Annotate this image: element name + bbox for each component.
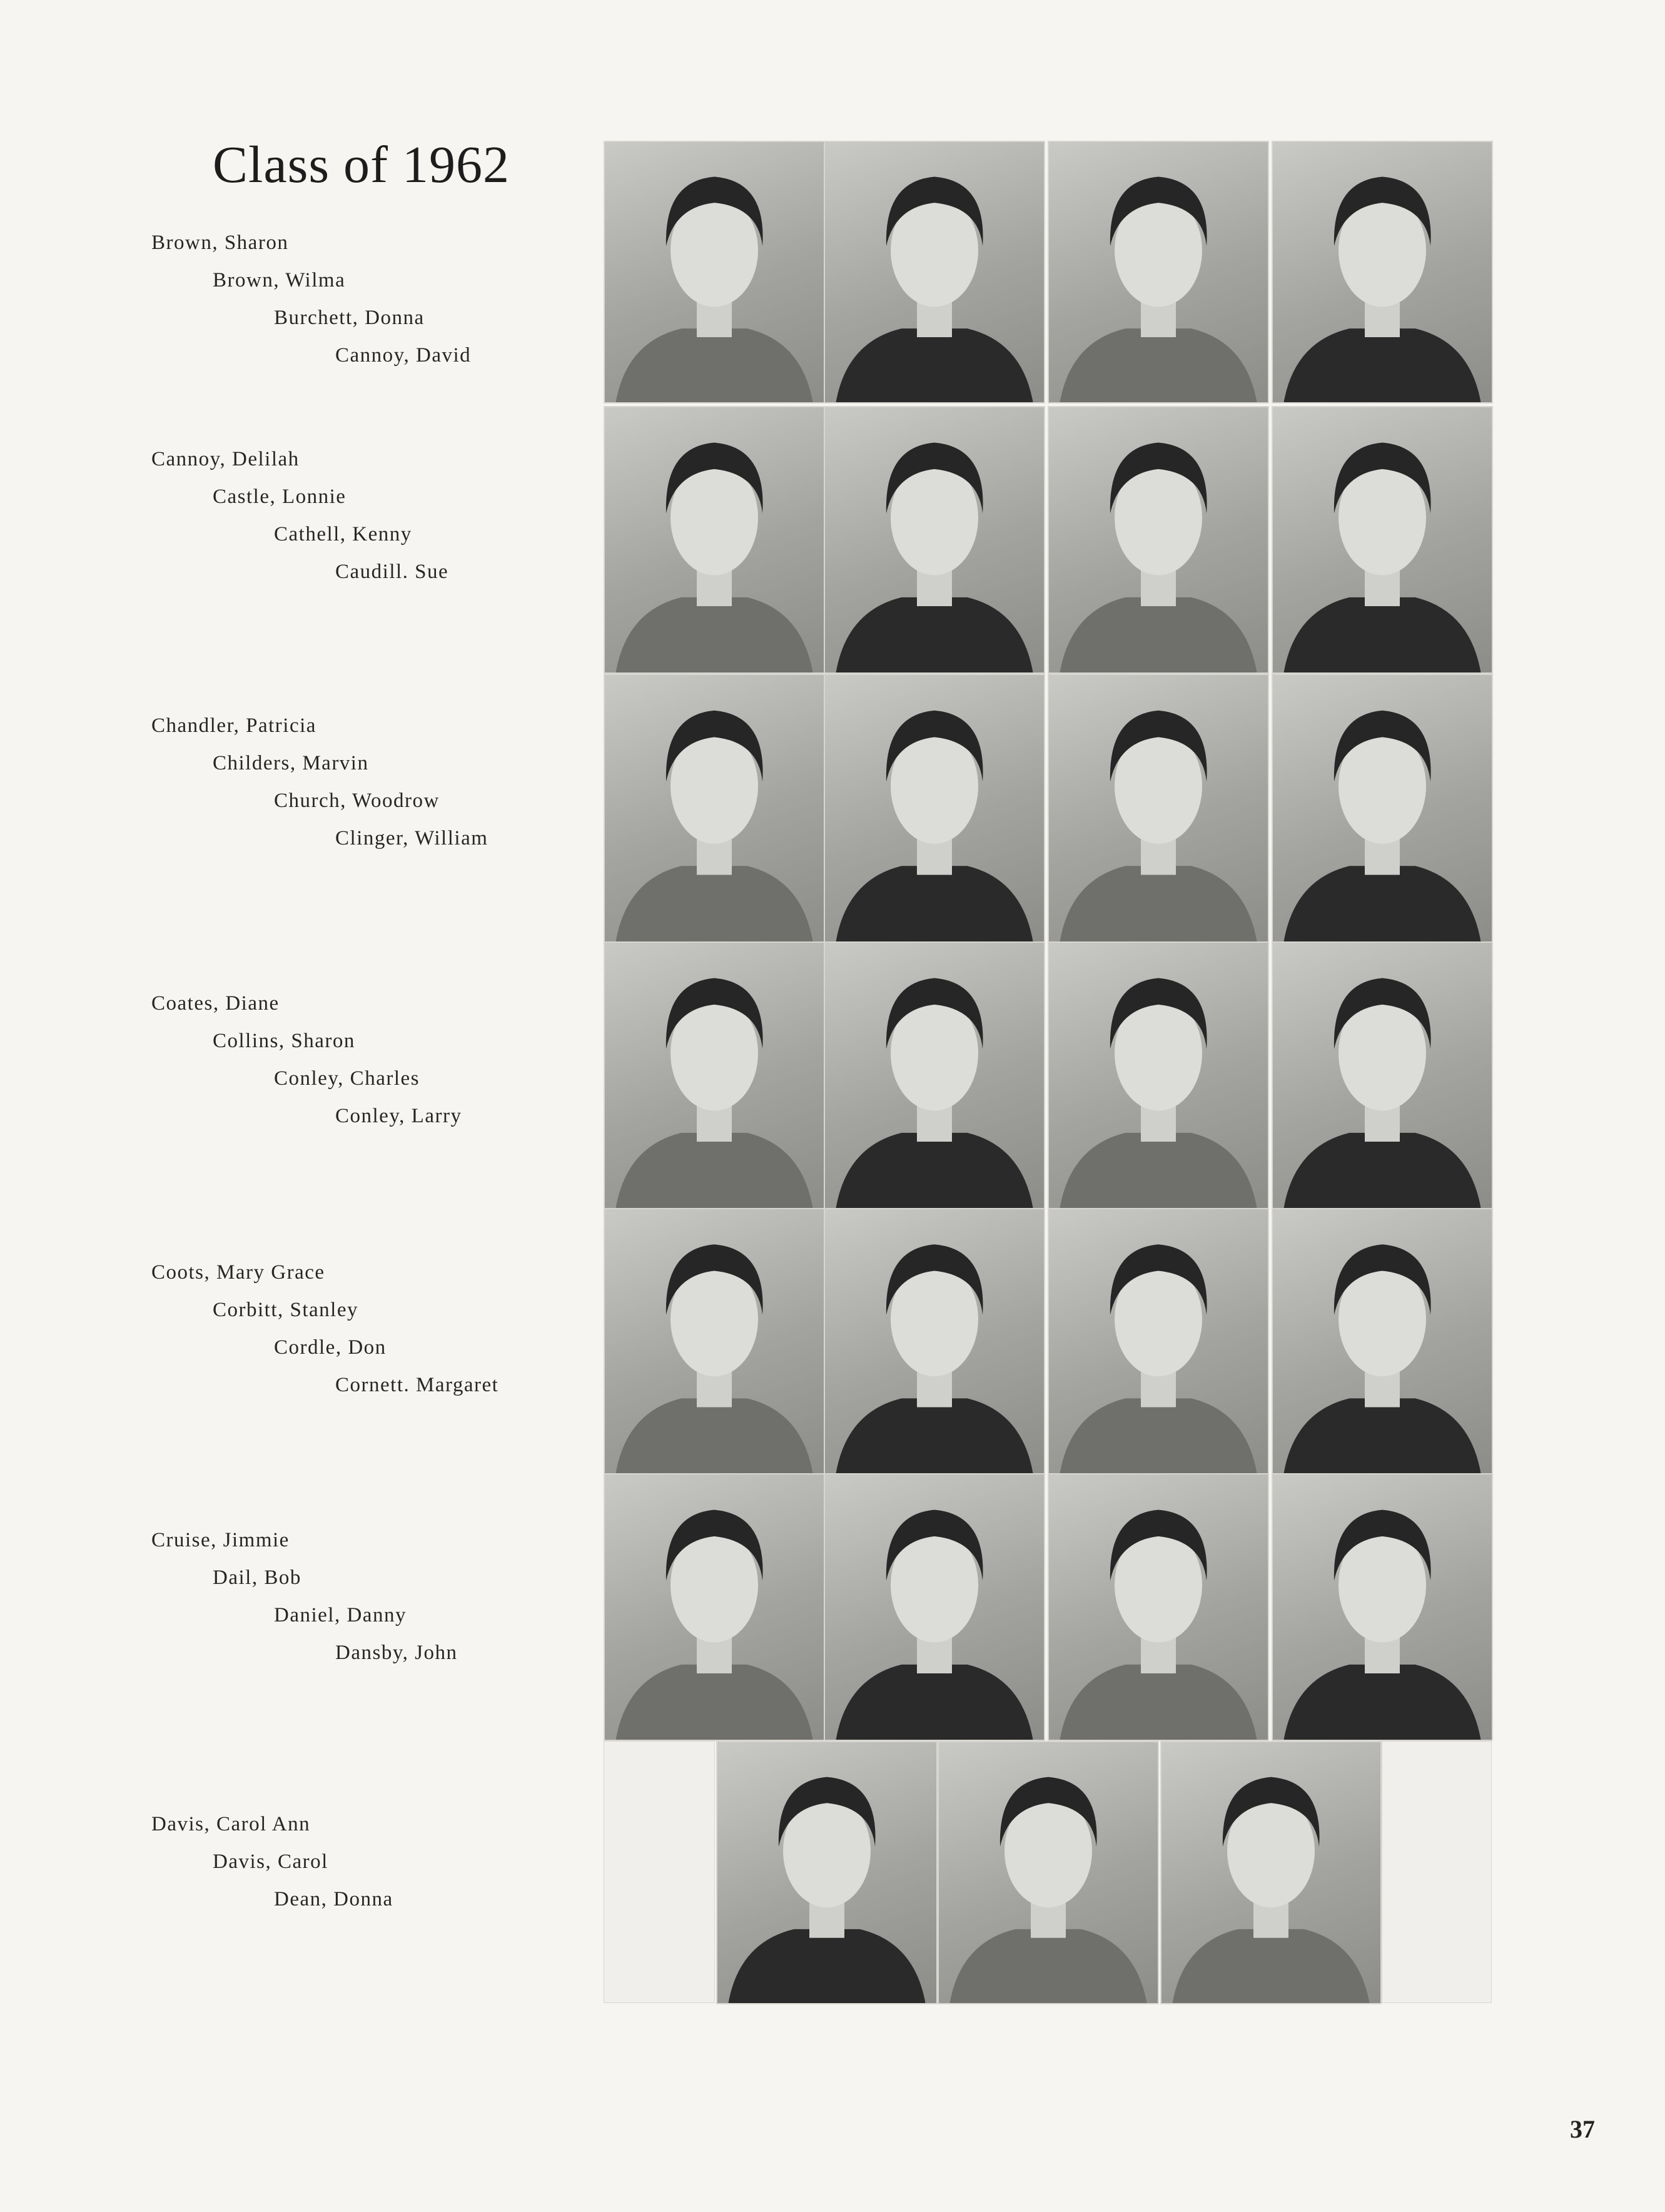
student-name: Conley, Larry	[335, 1105, 462, 1127]
student-name: Chandler, Patricia	[151, 714, 316, 737]
student-portrait	[604, 941, 825, 1209]
student-portrait	[604, 406, 825, 674]
name-group-7	[0, 1813, 588, 1976]
student-portrait	[1272, 1208, 1493, 1474]
student-name: Cordle, Don	[274, 1336, 387, 1359]
student-portrait	[824, 141, 1045, 403]
blank-space	[1382, 1741, 1492, 2003]
student-name: Coates, Diane	[151, 992, 280, 1015]
student-name: Caudill. Sue	[335, 561, 449, 583]
student-name: Dansby, John	[335, 1641, 458, 1664]
student-name: Conley, Charles	[274, 1067, 420, 1090]
student-name: Coots, Mary Grace	[151, 1261, 325, 1284]
student-portrait	[1048, 1208, 1269, 1474]
student-portrait	[604, 674, 825, 943]
student-portrait	[604, 1208, 825, 1474]
name-group-4	[0, 992, 588, 1155]
student-name: Brown, Sharon	[151, 231, 289, 254]
student-portrait	[824, 1208, 1045, 1474]
student-portrait	[1272, 1473, 1493, 1741]
name-group-5	[0, 1261, 588, 1424]
name-group-1	[0, 231, 588, 394]
name-group-2	[0, 448, 588, 611]
student-name: Davis, Carol	[213, 1850, 328, 1873]
student-portrait	[824, 941, 1045, 1209]
name-group-6	[0, 1529, 588, 1692]
student-name: Davis, Carol Ann	[151, 1813, 311, 1835]
student-portrait	[1048, 406, 1269, 674]
page-number: 37	[1570, 2115, 1595, 2143]
student-name: Daniel, Danny	[274, 1604, 407, 1626]
student-portrait	[824, 674, 1045, 943]
student-portrait	[1272, 941, 1493, 1209]
student-portrait	[604, 1473, 825, 1741]
student-name: Castle, Lonnie	[213, 485, 347, 508]
student-portrait	[938, 1741, 1159, 2004]
student-name: Corbitt, Stanley	[213, 1299, 358, 1321]
student-portrait	[716, 1741, 938, 2004]
student-portrait	[1048, 674, 1269, 943]
student-portrait	[824, 406, 1045, 674]
student-portrait	[604, 141, 825, 403]
student-portrait	[824, 1473, 1045, 1741]
student-portrait	[1272, 406, 1493, 674]
page-title: Class of 1962	[213, 136, 510, 194]
student-portrait	[1160, 1741, 1382, 2004]
student-name: Brown, Wilma	[213, 269, 346, 292]
student-name: Clinger, William	[335, 827, 488, 850]
student-name: Burchett, Donna	[274, 307, 425, 329]
student-name: Collins, Sharon	[213, 1030, 355, 1052]
student-name: Dail, Bob	[213, 1566, 301, 1589]
student-name: Cruise, Jimmie	[151, 1529, 290, 1551]
student-name: Dean, Donna	[274, 1888, 393, 1910]
student-name: Cathell, Kenny	[274, 523, 412, 545]
student-name: Childers, Marvin	[213, 752, 369, 774]
blank-space	[604, 1741, 715, 2003]
student-portrait	[1048, 941, 1269, 1209]
student-portrait	[1272, 674, 1493, 943]
student-name: Cannoy, Delilah	[151, 448, 300, 470]
student-portrait	[1048, 141, 1269, 403]
student-name: Cannoy, David	[335, 344, 472, 367]
student-name: Cornett. Margaret	[335, 1374, 499, 1396]
student-portrait	[1048, 1473, 1269, 1741]
student-name: Church, Woodrow	[274, 789, 440, 812]
portrait-grid	[604, 141, 1492, 2002]
student-portrait	[1272, 141, 1493, 403]
name-group-3	[0, 714, 588, 877]
